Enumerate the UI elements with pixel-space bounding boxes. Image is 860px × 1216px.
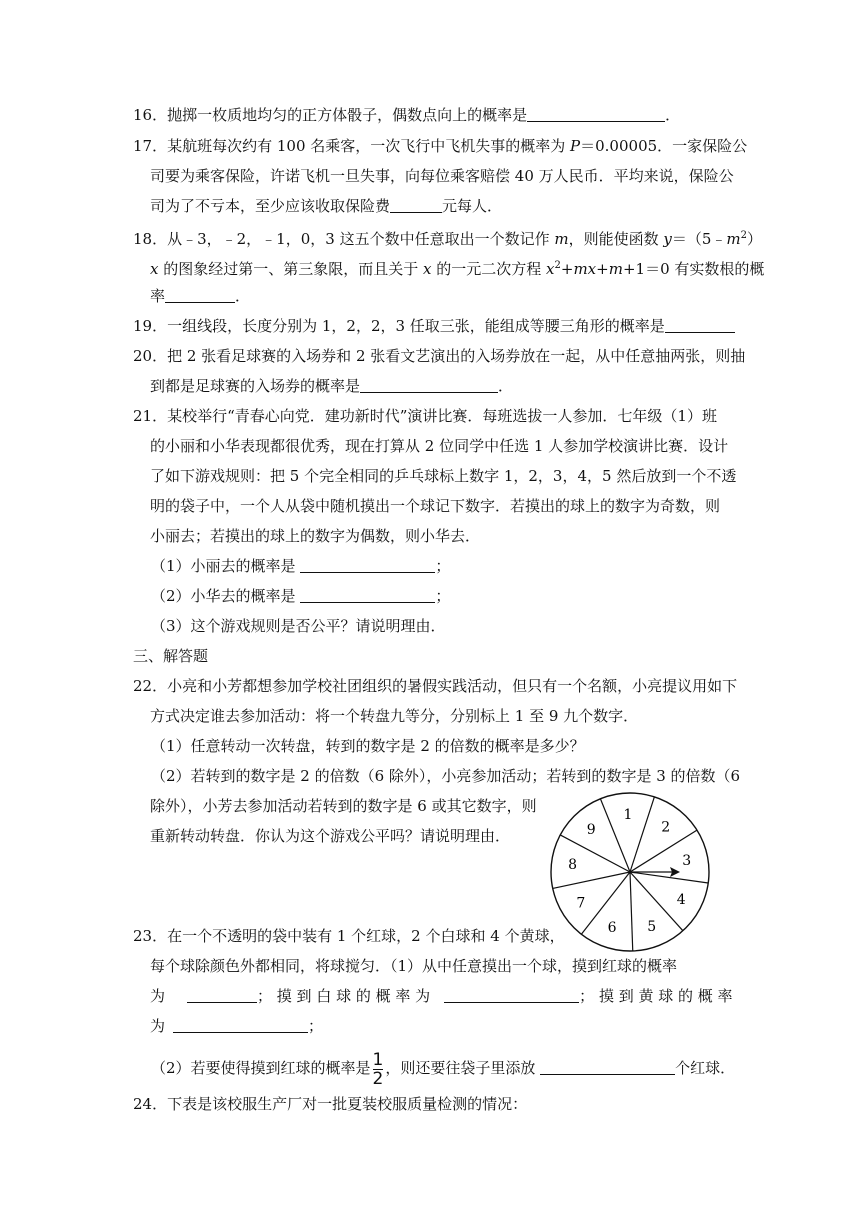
answer-blank[interactable] [300, 587, 435, 603]
question-17-line2: 司要为乘客保险，许诺飞机一旦失事，向每位乘客赔偿 40 万人民币．平均来说，保险公 [150, 167, 734, 185]
question-20: 20．把 2 张看足球赛的入场券和 2 张看文艺演出的入场券放在一起，从中任意抽两张，则抽 [133, 347, 746, 365]
answer-blank[interactable] [665, 317, 735, 333]
spinner-number: 4 [676, 892, 686, 909]
question-23-line2: 每个球除颜色外都相同，将球搅匀．（1）从中任意摸出一个球，摸到红球的概率 [150, 957, 678, 975]
question-19: 19．一组线段，长度分别为 1，2，2，3 任取三张，能组成等腰三角形的概率是 [133, 316, 735, 336]
question-23-part2: （2）若要使得摸到红球的概率是 $\frac{1}{2}$ ，则还要往袋子里添放 个红球． [151, 1049, 736, 1089]
section-heading: 三、解答题 [133, 647, 209, 665]
answer-blank[interactable] [300, 557, 435, 573]
answer-blank[interactable] [444, 987, 579, 1003]
spinner-wheel [548, 790, 712, 954]
answer-blank[interactable] [527, 106, 665, 122]
question-23-line4: 为 ； [150, 1017, 324, 1035]
question-17: 17．某航班每次约有 100 名乘客，一次飞行中飞机失事的概率为 P＝0.00005．一家保险公 [133, 137, 748, 155]
spinner-number: 8 [568, 856, 578, 873]
spinner-number: 2 [661, 819, 671, 836]
question-17-line3: 司为了不亏本，至少应该收取保险费 元每人． [150, 197, 503, 215]
question-21-part2: （2）小华去的概率是 ； [151, 587, 451, 605]
answer-blank[interactable] [390, 197, 442, 213]
question-20-line2: 到都是足球赛的入场券的概率是 ． [150, 377, 514, 395]
question-22-part2-line3: 重新转动转盘．你认为这个游戏公平吗？请说明理由． [150, 827, 511, 845]
spinner-number: 9 [586, 821, 596, 838]
question-22-part2: （2）若转到的数字是 2 的倍数（6 除外），小亮参加活动；若转到的数字是 3 的倍数（6 [151, 767, 741, 785]
answer-blank[interactable] [360, 377, 498, 393]
spinner-number: 7 [576, 895, 586, 912]
answer-blank[interactable] [187, 987, 257, 1003]
question-22: 22．小亮和小芳都想参加学校社团组织的暑假实践活动，但只有一个名额，小亮提议用如下 [133, 677, 738, 695]
question-18-line3: 率 ． [150, 287, 251, 305]
spinner-number: 3 [682, 852, 692, 869]
fraction-one-half: $\frac{1}{2}$ [372, 1049, 384, 1089]
question-23: 23．在一个不透明的袋中装有 1 个红球，2 个白球和 4 个黄球， [133, 927, 565, 945]
question-21-line5: 小丽去；若摸出的球上的数字为偶数，则小华去． [150, 527, 481, 545]
question-23-line3: 为 ； 摸 到 白 球 的 概 率 为 ； 摸 到 黄 球 的 概 率 [150, 987, 733, 1005]
answer-blank[interactable] [165, 287, 235, 303]
answer-blank[interactable] [540, 1059, 675, 1075]
spinner-number: 5 [647, 918, 657, 935]
answer-blank[interactable] [173, 1017, 308, 1033]
question-21-part1: （1）小丽去的概率是 ； [151, 557, 451, 575]
question-22-part2-line2: 除外），小芳去参加活动若转到的数字是 6 或其它数字，则 [150, 797, 537, 815]
spinner-number: 1 [623, 807, 633, 824]
question-21-line3: 了如下游戏规则：把 5 个完全相同的乒乓球标上数字 1，2，3，4，5 然后放到一个不透 [150, 467, 737, 485]
question-21: 21．某校举行“青春心向党．建功新时代”演讲比赛．每班选拔一人参加．七年级（1）班 [133, 407, 717, 425]
question-18-line2: x 的图象经过第一、第三象限，而且关于 x 的一元二次方程 $x^2+mx+m+1=0$ 有实数根的概 [150, 260, 765, 278]
question-16: 16．抛掷一枚质地均匀的正方体骰子，偶数点向上的概率是 ． [133, 106, 681, 124]
question-21-part3: （3）这个游戏规则是否公平？请说明理由． [151, 617, 446, 635]
question-22-part1: （1）任意转动一次转盘，转到的数字是 2 的倍数的概率是多少？ [151, 737, 585, 755]
question-21-line4: 明的袋子中，一个人从袋中随机摸出一个球记下数字．若摸出的球上的数字为奇数，则 [150, 497, 721, 515]
spinner-number: 6 [607, 920, 617, 937]
question-24: 24．下表是该校服生产厂对一批夏装校服质量检测的情况： [133, 1095, 528, 1113]
question-22-line2: 方式决定谁去参加活动：将一个转盘九等分，分别标上 1 至 9 九个数字． [150, 707, 639, 725]
question-18: 18．从﹣3，﹣2，﹣1，0，3 这五个数中任意取出一个数记作 m，则能使函数 $y=(5﹣m^2)$ [133, 230, 763, 248]
question-21-line2: 的小丽和小华表现都很优秀，现在打算从 2 位同学中任选 1 人参加学校演讲比赛．设计 [150, 437, 729, 455]
